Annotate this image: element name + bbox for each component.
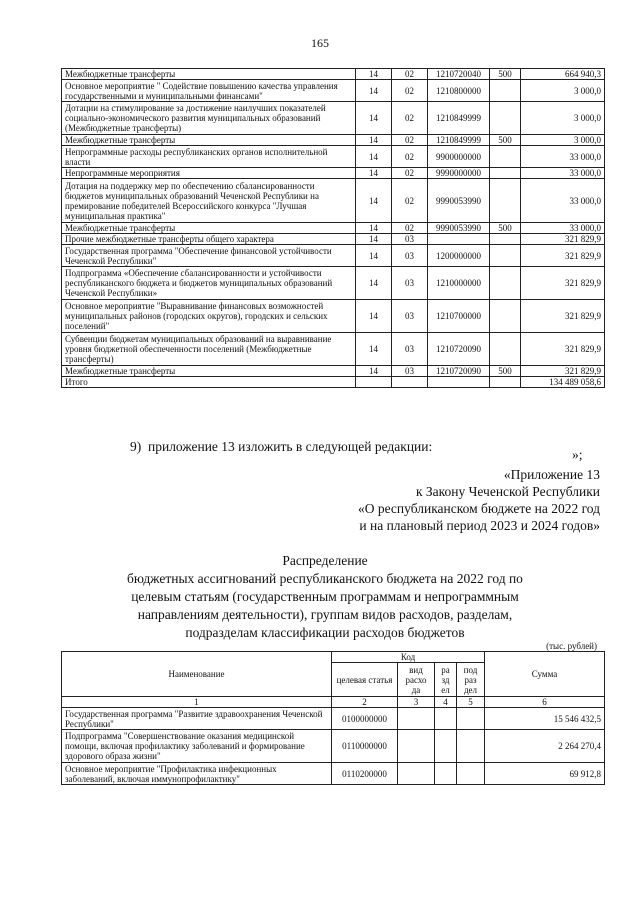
title-line-2: бюджетных ассигнований республиканского бюджета на 2022 год по	[127, 571, 523, 586]
row-sum: 321 829,9	[521, 300, 605, 333]
col-number: 3	[398, 697, 435, 708]
table-row	[62, 300, 605, 333]
table-row	[62, 223, 605, 234]
header-target-article: целевая статья	[332, 663, 398, 697]
table-row	[62, 366, 605, 377]
row-section: 14	[356, 80, 392, 102]
row-expense-type: 500	[490, 135, 521, 146]
row-subsection: 03	[392, 366, 428, 377]
row-subsection: 02	[392, 223, 428, 234]
table-row	[62, 267, 605, 300]
distribution-title	[70, 552, 580, 642]
row-subsection	[457, 708, 485, 730]
row-name: Межбюджетные трансферты	[62, 135, 356, 146]
row-name: Субвенции бюджетам муниципальных образований на выравнивание уровня бюджетной обеспеченности поселений (Межбюджетные трансферты)	[62, 333, 356, 366]
row-subsection: 03	[392, 333, 428, 366]
row-section	[356, 377, 392, 388]
table-row	[62, 80, 605, 102]
row-name: Подпрограмма "Совершенствование оказания медицинской помощи, включая профилактику заболеваний и формирование здорового образа жизни"	[62, 730, 332, 763]
row-expense-type	[490, 377, 521, 388]
row-subsection	[457, 730, 485, 763]
appendix-header	[180, 466, 600, 534]
row-sum: 321 829,9	[521, 333, 605, 366]
row-expense-type	[490, 245, 521, 267]
row-name: Основное мероприятие " Содействие повышению качества управления государственными и муниципальными финансами"	[62, 80, 356, 102]
table-row	[62, 333, 605, 366]
col-number: 2	[332, 697, 398, 708]
row-section: 14	[356, 245, 392, 267]
row-sum: 33 000,0	[521, 223, 605, 234]
table-row	[62, 102, 605, 135]
row-subsection: 03	[392, 245, 428, 267]
row-expense-type	[398, 730, 435, 763]
header-subsection: под раз дел	[457, 663, 485, 697]
table-row	[62, 69, 605, 80]
row-target-article: 0110200000	[332, 763, 398, 785]
row-expense-type	[490, 300, 521, 333]
row-subsection: 03	[392, 300, 428, 333]
title-line-1: Распределение	[282, 553, 368, 568]
row-subsection: 02	[392, 146, 428, 168]
row-sum: 134 489 058,6	[521, 377, 605, 388]
title-line-3: целевым статьям (государственным программам и непрограммным	[131, 589, 519, 604]
row-expense-type	[398, 708, 435, 730]
row-sum: 69 912,8	[485, 763, 605, 785]
row-subsection: 02	[392, 135, 428, 146]
row-name: Непрограммные расходы республиканских органов исполнительной власти	[62, 146, 356, 168]
row-subsection: 02	[392, 69, 428, 80]
row-section	[435, 763, 457, 785]
row-expense-type	[490, 333, 521, 366]
row-section: 14	[356, 234, 392, 245]
row-section	[435, 708, 457, 730]
col-number: 4	[435, 697, 457, 708]
appendix-line-3: «О республиканском бюджете на 2022 год	[357, 501, 600, 516]
row-expense-type	[490, 179, 521, 223]
row-section: 14	[356, 223, 392, 234]
table-row	[62, 135, 605, 146]
row-expense-type	[398, 763, 435, 785]
row-subsection: 03	[392, 267, 428, 300]
row-sum: 3 000,0	[521, 80, 605, 102]
table-row	[62, 245, 605, 267]
row-target-article: 9900000000	[428, 146, 490, 168]
distribution-table	[61, 651, 605, 785]
row-name: Государственная программа "Развитие здравоохранения Чеченской Республики"	[62, 708, 332, 730]
row-section: 14	[356, 102, 392, 135]
page-number: 165	[311, 36, 329, 50]
row-name: Прочие межбюджетные трансферты общего характера	[62, 234, 356, 245]
row-target-article: 1210849999	[428, 135, 490, 146]
row-expense-type	[490, 146, 521, 168]
row-expense-type	[490, 80, 521, 102]
row-name: Непрограммные мероприятия	[62, 168, 356, 179]
header-code: Код	[332, 652, 485, 663]
col-number: 5	[457, 697, 485, 708]
row-sum: 2 264 270,4	[485, 730, 605, 763]
row-target-article: 1210720090	[428, 333, 490, 366]
row-sum: 321 829,9	[521, 245, 605, 267]
row-section: 14	[356, 179, 392, 223]
row-name: Межбюджетные трансферты	[62, 223, 356, 234]
table-row	[62, 179, 605, 223]
row-name: Итого	[62, 377, 356, 388]
row-target-article: 1210700000	[428, 300, 490, 333]
row-target-article: 1210800000	[428, 80, 490, 102]
row-subsection	[392, 377, 428, 388]
budget-table-continuation	[61, 68, 605, 388]
row-name: Подпрограмма «Обеспечение сбалансированности и устойчивости республиканского бюджета и бюджетов муниципальных образований Чеченской Республики»	[62, 267, 356, 300]
row-sum: 321 829,9	[521, 234, 605, 245]
row-subsection: 02	[392, 168, 428, 179]
row-target-article: 1210849999	[428, 102, 490, 135]
col-number: 1	[62, 697, 332, 708]
header-name: Наименование	[62, 652, 332, 697]
row-name: Основное мероприятие "Профилактика инфекционных заболеваний, включая иммунопрофилактику"	[62, 763, 332, 785]
row-sum: 664 940,3	[521, 69, 605, 80]
row-target-article: 9990053990	[428, 223, 490, 234]
row-subsection: 03	[392, 234, 428, 245]
title-line-5: подразделам классификации расходов бюджетов	[185, 625, 465, 640]
row-expense-type: 500	[490, 69, 521, 80]
row-subsection: 02	[392, 80, 428, 102]
row-sum: 321 829,9	[521, 267, 605, 300]
row-section: 14	[356, 300, 392, 333]
header-sum: Сумма	[485, 652, 605, 697]
row-name: Основное мероприятие "Выравнивание финансовых возможностей муниципальных районов (городских округов), городских и сельских поселений"	[62, 300, 356, 333]
row-sum: 33 000,0	[521, 168, 605, 179]
row-section: 14	[356, 333, 392, 366]
row-name: Государственная программа "Обеспечение финансовой устойчивости Чеченской Республики"	[62, 245, 356, 267]
row-target-article: 1200000000	[428, 245, 490, 267]
units-label: (тыс. рублей)	[546, 641, 597, 651]
row-target-article	[428, 234, 490, 245]
row-sum: 3 000,0	[521, 102, 605, 135]
item-9-text: 9) приложение 13 изложить в следующей редакции:	[130, 439, 433, 454]
row-section: 14	[356, 267, 392, 300]
row-target-article: 9990053990	[428, 179, 490, 223]
row-target-article	[428, 377, 490, 388]
table-row	[62, 146, 605, 168]
title-line-4: направлениям деятельности), группам видов расходов, разделам,	[137, 607, 513, 622]
table-row	[62, 730, 605, 763]
row-subsection	[457, 763, 485, 785]
appendix-line-4: и на плановый период 2023 и 2024 годов»	[359, 518, 600, 533]
row-target-article: 0110000000	[332, 730, 398, 763]
appendix-line-2: к Закону Чеченской Республики	[415, 484, 600, 499]
row-section: 14	[356, 135, 392, 146]
row-expense-type: 500	[490, 223, 521, 234]
row-expense-type	[490, 102, 521, 135]
row-section: 14	[356, 69, 392, 80]
row-name: Межбюджетные трансферты	[62, 69, 356, 80]
row-section: 14	[356, 146, 392, 168]
row-sum: 33 000,0	[521, 179, 605, 223]
row-subsection: 02	[392, 179, 428, 223]
row-target-article: 9990000000	[428, 168, 490, 179]
row-expense-type	[490, 267, 521, 300]
row-name: Дотации на стимулирование за достижение наилучших показателей социально-экономического развития муниципальных образований (Межбюджетные трансферты)	[62, 102, 356, 135]
row-section	[435, 730, 457, 763]
col-number: 6	[485, 697, 605, 708]
row-target-article: 1210000000	[428, 267, 490, 300]
row-section: 14	[356, 366, 392, 377]
row-name: Дотация на поддержку мер по обеспечению сбалансированности бюджетов муниципальных образований Чеченской Республики на премирование победителей Всероссийского конкурса "Лучшая муниципальная практика"	[62, 179, 356, 223]
header-expense-type: вид расхо да	[398, 663, 435, 697]
row-subsection: 02	[392, 102, 428, 135]
row-expense-type	[490, 234, 521, 245]
appendix-line-1: «Приложение 13	[503, 467, 600, 482]
closing-quote: »;	[572, 447, 583, 462]
header-section: ра зд ел	[435, 663, 457, 697]
row-expense-type	[490, 168, 521, 179]
row-expense-type: 500	[490, 366, 521, 377]
table-row	[62, 168, 605, 179]
row-sum: 3 000,0	[521, 135, 605, 146]
table-row	[62, 377, 605, 388]
row-target-article: 0100000000	[332, 708, 398, 730]
row-sum: 33 000,0	[521, 146, 605, 168]
row-section: 14	[356, 168, 392, 179]
table-row	[62, 763, 605, 785]
row-target-article: 1210720040	[428, 69, 490, 80]
table-row	[62, 234, 605, 245]
row-sum: 15 546 432,5	[485, 708, 605, 730]
row-sum: 321 829,9	[521, 366, 605, 377]
table-row	[62, 708, 605, 730]
row-name: Межбюджетные трансферты	[62, 366, 356, 377]
row-target-article: 1210720090	[428, 366, 490, 377]
